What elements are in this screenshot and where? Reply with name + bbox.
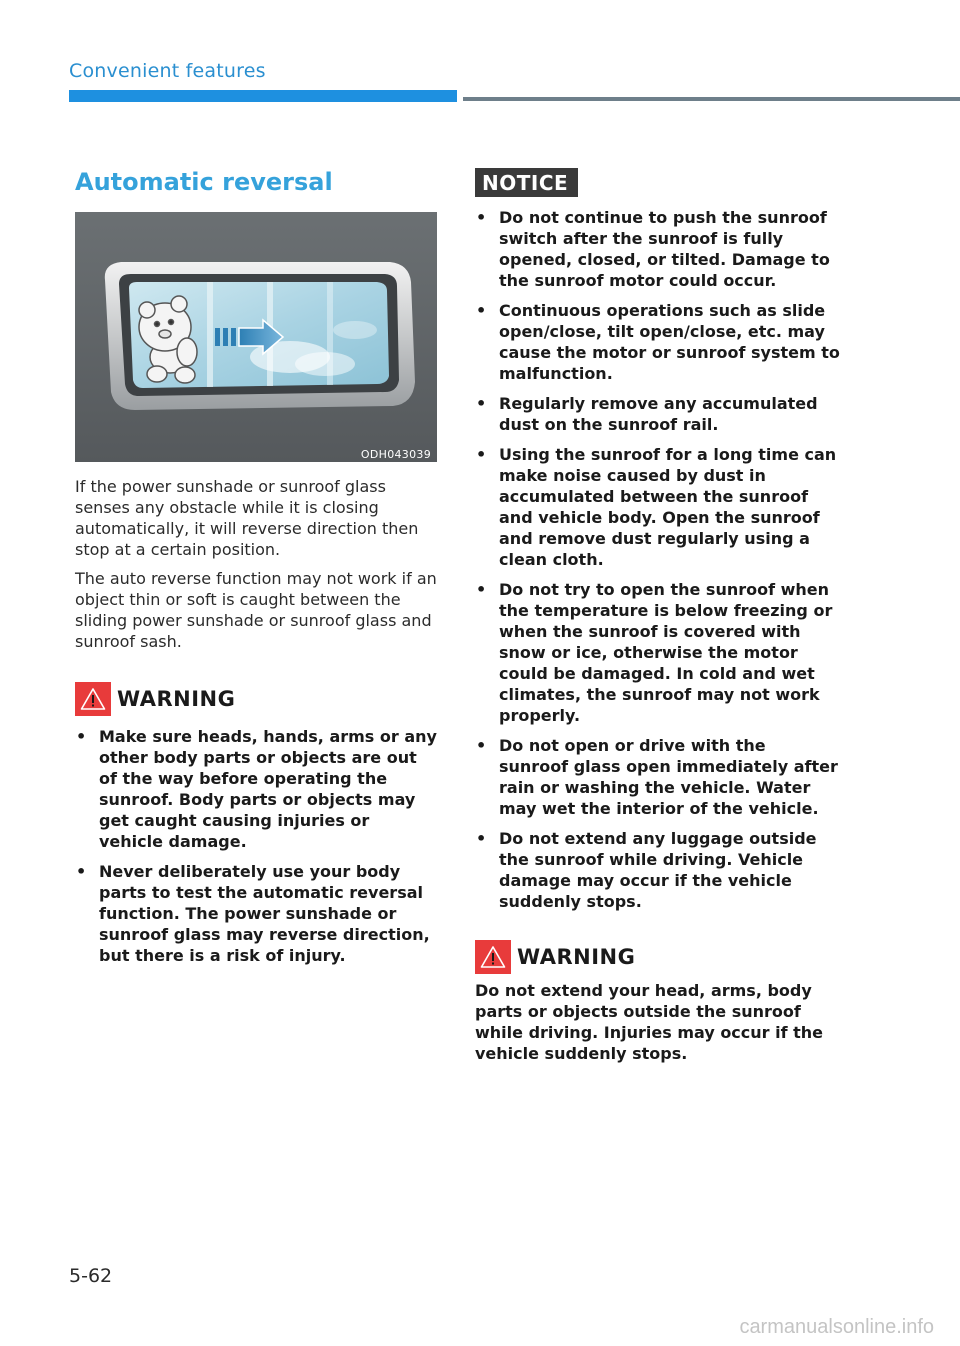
left-column [75,168,437,975]
header-rule [463,97,960,101]
sunroof-illustration [75,212,437,462]
header-rule-accent [69,90,457,102]
figure-code: ODH043039 [360,448,431,461]
watermark: carmanualsonline.info [739,1316,934,1338]
warning-header [475,940,840,974]
warning-list [75,726,437,966]
section-heading: Automatic reversal [75,168,333,196]
right-column [475,168,840,1064]
notice-item: • Do not open or drive with the sunroof glass open immediately after rain or washing the vehicle. Water may wet the interior of the vehicle. [476,736,838,818]
sunroof-figure [75,212,437,462]
paragraph-limitation: The auto reverse function may not work if an object thin or soft is caught between the sliding power sunshade or sunroof glass and sunroof sash. [75,569,437,651]
notice-list [475,207,840,912]
notice-item: • Do not try to open the sunroof when the temperature is below freezing or when the sunroof is covered with snow or ice, otherwise the motor could be damaged. In cold and wet climates, the sunroof may not work properly. [476,580,833,725]
page-number: 5-62 [69,1265,113,1287]
warning-body: Do not extend your head, arms, body parts or objects outside the sunroof while driving. Injuries may occur if the vehicle suddenly stops. [475,981,824,1063]
notice-item: • Do not extend any luggage outside the sunroof while driving. Vehicle damage may occur if the vehicle suddenly stops. [476,829,817,911]
notice-item: • Do not continue to push the sunroof switch after the sunroof is fully opened, closed, or tilted. Damage to the sunroof motor could occur. [476,208,830,290]
warning-item: • Make sure heads, hands, arms or any other body parts or objects are out of the way before operating the sunroof. Body parts or objects may get caught causing injuries or vehicle damage. [76,727,437,851]
warning-triangle-icon [75,682,111,716]
paragraph-auto-reverse: If the power sunshade or sunroof glass senses any obstacle while it is closing automatically, it will reverse direction then stop at a certain position. [75,477,419,559]
warning-item: • Never deliberately use your body parts to test the automatic reversal function. The power sunshade or sunroof glass may reverse direction, but there is a risk of injury. [76,862,430,965]
notice-item: • Regularly remove any accumulated dust on the sunroof rail. [476,394,818,434]
notice-badge: NOTICE [475,168,578,197]
notice-item: • Using the sunroof for a long time can make noise caused by dust in accumulated between the sunroof and vehicle body. Open the sunroof and remove dust regularly using a clean cloth. [476,445,837,569]
warning-triangle-icon [475,940,511,974]
warning-label: WARNING [517,945,636,969]
warning-label: WARNING [117,687,236,711]
warning-header [75,682,437,716]
notice-item: • Continuous operations such as slide open/close, tilt open/close, etc. may cause the motor or sunroof system to malfunction. [476,301,840,383]
header-section-title: Convenient features [69,60,266,82]
